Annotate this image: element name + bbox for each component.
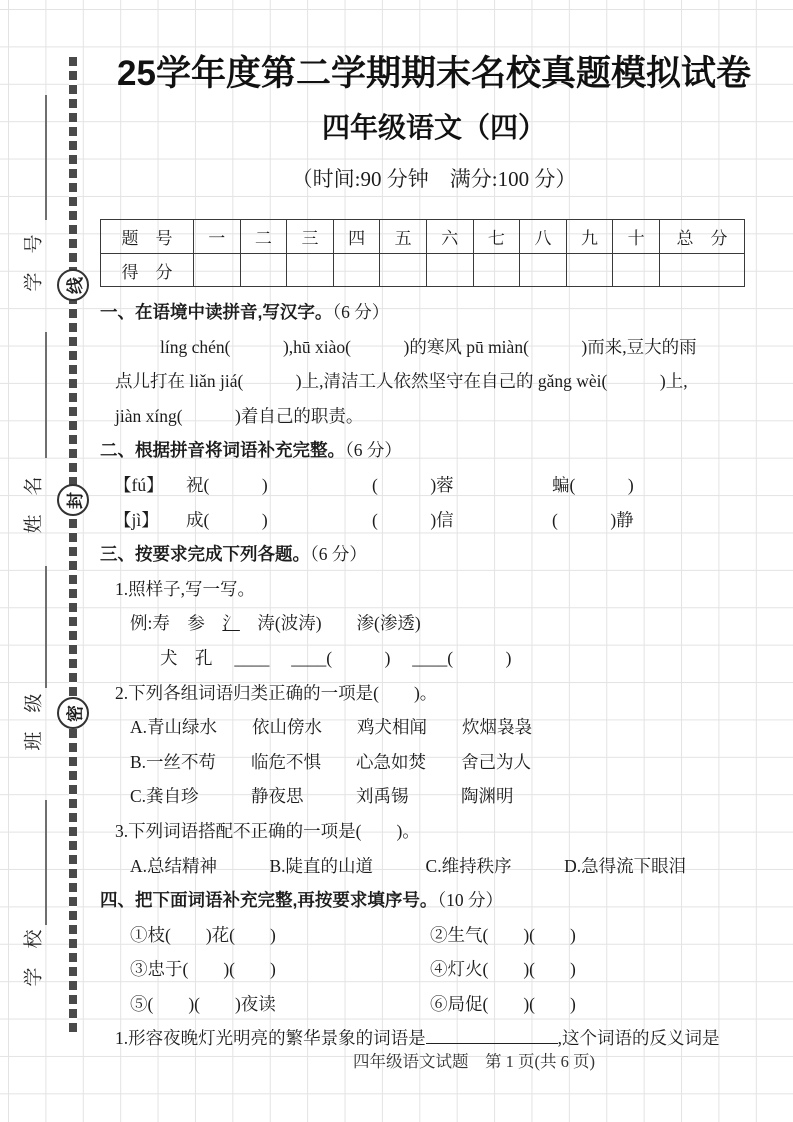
score-empty-cell bbox=[613, 254, 660, 287]
section3-points: （6 分） bbox=[310, 544, 367, 565]
fill-word: ( )蓉 bbox=[372, 474, 454, 495]
score-empty-cell bbox=[380, 254, 427, 287]
score-table-cell: 四 bbox=[333, 220, 380, 254]
score-empty-cell bbox=[473, 254, 520, 287]
score-table-cell: 一 bbox=[194, 220, 241, 254]
section2-points: （6 分） bbox=[345, 440, 402, 461]
section2-heading-text: 二、根据拼音将词语补充完整。 bbox=[100, 440, 345, 461]
section1-heading-text: 一、在语境中读拼音,写汉字。 bbox=[100, 302, 333, 322]
section3-q2-option-c: C.龚自珍 静夜思 刘禹锡 陶渊明 bbox=[130, 786, 514, 807]
seal-char-xian: 线 bbox=[57, 269, 89, 301]
paper-title: 25学年度第二学期期末名校真题模拟试卷 bbox=[117, 54, 751, 93]
section3-heading bbox=[100, 537, 778, 572]
fill-word: ( )信 bbox=[372, 509, 454, 530]
paper-subtitle: 四年级语文（四） bbox=[321, 112, 546, 143]
section3-example bbox=[100, 606, 778, 641]
pinyin-ji-label: 【jì】 bbox=[114, 509, 159, 530]
idiom-item-6: ⑥局促( )( ) bbox=[430, 993, 576, 1014]
score-table-cell: 五 bbox=[380, 220, 427, 254]
seal-char-mi: 密 bbox=[57, 697, 89, 729]
student-name-blank-line bbox=[45, 332, 47, 458]
school-blank-line bbox=[45, 800, 47, 925]
idiom-item-1: ①枝( )花( ) bbox=[130, 924, 276, 945]
score-empty-cell bbox=[194, 254, 241, 287]
student-number-blank-line bbox=[45, 95, 47, 220]
score-table-cell: 十 bbox=[613, 220, 660, 254]
student-number-label: 学 号 bbox=[23, 234, 45, 292]
section3-q3-options: A.总结精神 B.陡直的山道 C.维持秩序 D.急得流下眼泪 bbox=[130, 855, 687, 876]
time-score-info: （时间:90 分钟 满分:100 分） bbox=[291, 167, 577, 191]
section3-q2: 2.下列各组词语归类正确的一项是( )。 bbox=[115, 682, 438, 703]
section3-q2-option-b: B.一丝不苟 临危不惧 心急如焚 舍己为人 bbox=[130, 751, 532, 772]
example-radical: 氵 bbox=[222, 613, 240, 634]
fill-word: 祝( ) bbox=[186, 474, 268, 495]
page-footer: 四年级语文试题 第 1 页(共 6 页) bbox=[353, 1052, 595, 1071]
score-table-cell: 八 bbox=[520, 220, 567, 254]
score-table-header-row bbox=[101, 220, 745, 254]
student-name-label: 姓 名 bbox=[23, 476, 45, 534]
section4-points: （10 分） bbox=[437, 890, 503, 911]
score-table-cell: 六 bbox=[426, 220, 473, 254]
score-table-cell: 二 bbox=[240, 220, 287, 254]
school-label: 学 校 bbox=[23, 929, 45, 987]
section4-q1-pre: 1.形容夜晚灯光明亮的繁华景象的词语是 bbox=[115, 1028, 426, 1049]
section4-heading-text: 四、把下面词语补充完整,再按要求填序号。 bbox=[100, 890, 438, 911]
class-label: 班 级 bbox=[23, 693, 45, 751]
section1-line2: 点儿打在 liǎn jiá( )上,清洁工人依然坚守在自己的 gǎng wèi( )上, bbox=[115, 371, 688, 392]
section4-items-row1 bbox=[100, 918, 778, 953]
section4-items-row3 bbox=[100, 987, 778, 1022]
section3-q2-option-a: A.青山绿水 依山傍水 鸡犬相闻 炊烟袅袅 bbox=[130, 717, 533, 738]
seal-char-feng: 封 bbox=[57, 484, 89, 516]
section2-row-fu bbox=[100, 468, 778, 503]
idiom-item-2: ②生气( )( ) bbox=[430, 924, 576, 945]
idiom-item-3: ③忠于( )( ) bbox=[130, 959, 276, 980]
score-table bbox=[100, 219, 745, 287]
score-empty-cell bbox=[287, 254, 334, 287]
fill-word: ( )静 bbox=[552, 509, 634, 530]
section2-row-ji bbox=[100, 503, 778, 538]
score-empty-cell bbox=[660, 254, 745, 287]
class-blank-line bbox=[45, 566, 47, 688]
score-label-cell: 得 分 bbox=[101, 254, 194, 287]
score-empty-cell bbox=[240, 254, 287, 287]
score-table-cell: 三 bbox=[287, 220, 334, 254]
fill-word: 成( ) bbox=[186, 509, 268, 530]
section3-example-blanks: 犬 孔 ____ ____( ) ____( ) bbox=[160, 647, 512, 668]
answer-blank-line bbox=[426, 1026, 558, 1045]
section3-q3: 3.下列词语搭配不正确的一项是( )。 bbox=[115, 820, 420, 841]
score-table-cell: 七 bbox=[473, 220, 520, 254]
section4-items-row2 bbox=[100, 952, 778, 987]
seal-dashed-line bbox=[69, 57, 77, 1032]
fill-word: 蝙( ) bbox=[552, 474, 634, 495]
score-empty-cell bbox=[426, 254, 473, 287]
exam-body bbox=[100, 295, 778, 1056]
idiom-item-4: ④灯火( )( ) bbox=[430, 959, 576, 980]
pinyin-fu-label: 【fú】 bbox=[114, 474, 164, 495]
section1-points: （6 分） bbox=[332, 302, 390, 322]
section3-q1: 1.照样子,写一写。 bbox=[115, 578, 255, 599]
score-empty-cell bbox=[333, 254, 380, 287]
section4-heading bbox=[100, 883, 778, 918]
score-table-score-row bbox=[101, 254, 745, 287]
example-suffix: 涛(波涛) 渗(渗透) bbox=[239, 613, 421, 634]
section3-heading-text: 三、按要求完成下列各题。 bbox=[100, 544, 310, 565]
score-table-cell: 九 bbox=[566, 220, 613, 254]
idiom-item-5: ⑤( )( )夜读 bbox=[130, 993, 276, 1014]
section4-q1-post: ,这个词语的反义词是 bbox=[557, 1028, 720, 1049]
example-prefix: 例:寿 参 bbox=[130, 613, 223, 634]
score-table-cell: 总 分 bbox=[660, 220, 745, 254]
score-empty-cell bbox=[566, 254, 613, 287]
score-empty-cell bbox=[520, 254, 567, 287]
section2-heading bbox=[100, 433, 778, 468]
score-table-cell: 题 号 bbox=[101, 220, 194, 254]
section1-line1: líng chén( ),hū xiào( )的寒风 pū miàn( )而来,豆大的雨 bbox=[160, 336, 697, 357]
section1-heading bbox=[100, 295, 778, 330]
section1-line3: jiàn xíng( )着自己的职责。 bbox=[115, 405, 364, 426]
